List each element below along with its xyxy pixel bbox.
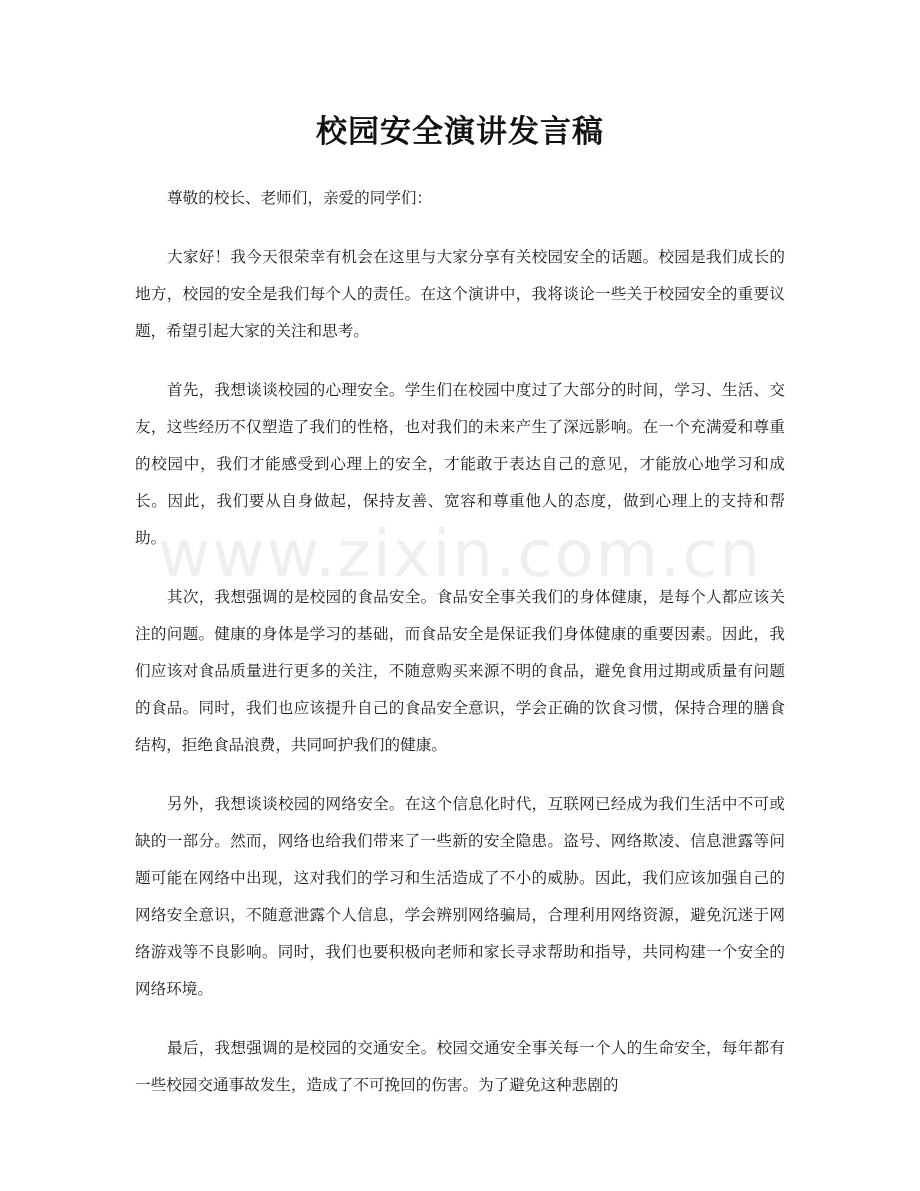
paragraph-traffic-safety: 最后，我想强调的是校园的交通安全。校园交通安全事关每一个人的生命安全，每年都有一些校园交通事故发生，造成了不可挽回的伤害。为了避免这种悲剧的 xyxy=(135,1039,785,1094)
paragraph-intro: 大家好！我今天很荣幸有机会在这里与大家分享有关校园安全的话题。校园是我们成长的地方，校园的安全是我们每个人的责任。在这个演讲中，我将谈论一些关于校园安全的重要议题，希望引起大家的关注和思考。 xyxy=(135,248,785,340)
document-body xyxy=(135,180,785,1126)
paragraph-food-safety: 其次，我想强调的是校园的食品安全。食品安全事关我们的身体健康，是每个人都应该关注的问题。健康的身体是学习的基础，而食品安全是保证我们身体健康的重要因素。因此，我们应该对食品质量进行更多的关注，不随意购买来源不明的食品，避免食用过期或质量有问题的食品。同时，我们也应该提升自己的食品安全意识，学会正确的饮食习惯，保持合理的膳食结构，拒绝食品浪费，共同呵护我们的健康。 xyxy=(135,588,785,754)
paragraph-mental-safety: 首先，我想谈谈校园的心理安全。学生们在校园中度过了大部分的时间，学习、生活、交友，这些经历不仅塑造了我们的性格，也对我们的未来产生了深远影响。在一个充满爱和尊重的校园中，我们才能感受到心理上的安全，才能敢于表达自己的意见，才能放心地学习和成长。因此，我们要从自身做起，保持友善、宽容和尊重他人的态度，做到心理上的支持和帮助。 xyxy=(135,381,785,547)
document-title: 校园安全演讲发言稿 xyxy=(316,114,604,150)
paragraph-greeting: 尊敬的校长、老师们，亲爱的同学们： xyxy=(167,189,433,207)
watermark: www.zixin.com.cn xyxy=(157,518,763,592)
paragraph-network-safety: 另外，我想谈谈校园的网络安全。在这个信息化时代，互联网已经成为我们生活中不可或缺的一部分。然而，网络也给我们带来了一些新的安全隐患。盗号、网络欺凌、信息泄露等问题可能在网络中出现，这对我们的学习和生活造成了不小的威胁。因此，我们应该加强自己的网络安全意识，不随意泄露个人信息，学会辨别网络骗局，合理利用网络资源，避免沉迷于网络游戏等不良影响。同时，我们也要积极向老师和家长寻求帮助和指导，共同构建一个安全的网络环境。 xyxy=(135,795,785,998)
